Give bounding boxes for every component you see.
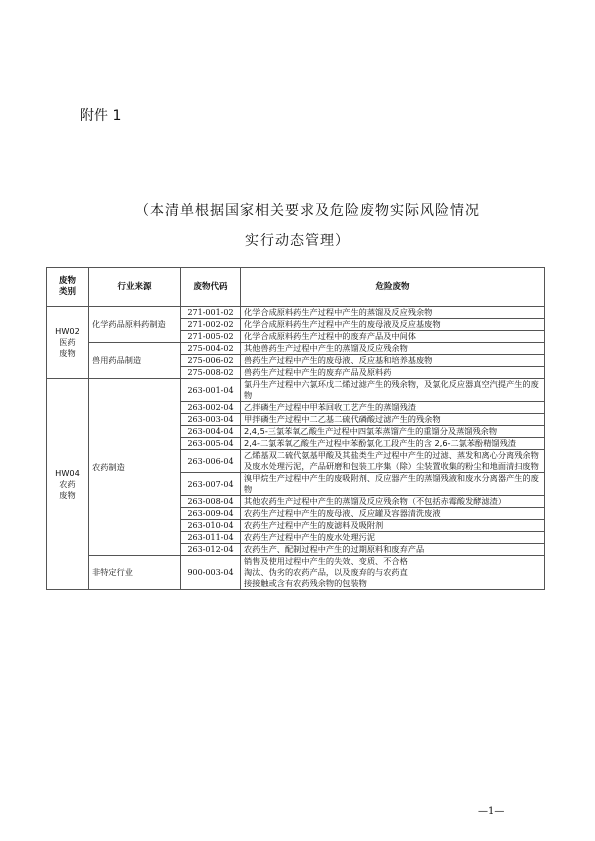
waste-code-cell: 263-010-04 (181, 520, 241, 532)
waste-code-cell: 900-003-04 (181, 556, 241, 590)
waste-code-cell: 271-001-02 (181, 307, 241, 319)
waste-description-cell: 2,4-二氯苯氧乙酸生产过程中苯酚氯化工段产生的含 2,6-二氯苯酚精馏残渣 (241, 438, 545, 450)
waste-code-cell: 275-004-02 (181, 343, 241, 355)
table-body (47, 307, 545, 590)
waste-category-cell: HW02 医药 废物 (47, 307, 89, 379)
waste-description-cell: 农药生产过程中产生的废母液、反应罐及容器清洗废液 (241, 508, 545, 520)
table-header-row (47, 268, 545, 307)
waste-code-cell: 263-007-04 (181, 473, 241, 496)
waste-description-cell: 溴甲烷生产过程中产生的废吸附剂、反应器产生的蒸馏残液和废水分离器产生的废物 (241, 473, 545, 496)
attachment-heading: 附件 1 (80, 108, 122, 124)
waste-code-cell: 263-011-04 (181, 532, 241, 544)
waste-code-cell: 275-006-02 (181, 355, 241, 367)
waste-description-cell: 其他兽药生产过程中产生的蒸馏及反应残余物 (241, 343, 545, 355)
waste-code-cell: 275-008-02 (181, 367, 241, 379)
table-row (47, 307, 545, 319)
waste-code-cell: 263-002-04 (181, 402, 241, 414)
waste-description-cell: 销售及使用过程中产生的失效、变质、不合格 淘汰、伪劣的农药产品，以及废弃的与农药直 接接触或含有农药残余物的包装物 (241, 556, 545, 590)
waste-code-cell: 263-012-04 (181, 544, 241, 556)
header-description: 危险废物 (241, 268, 545, 307)
note-line-2: 实行动态管理） (245, 233, 350, 249)
note-line-1: （本清单根据国家相关要求及危险废物实际风险情况 (135, 203, 480, 219)
page-number: —1— (478, 806, 505, 817)
waste-category-cell: HW04 农药 废物 (47, 379, 89, 590)
waste-code-cell: 271-002-02 (181, 319, 241, 331)
waste-code-cell: 263-003-04 (181, 414, 241, 426)
waste-description-cell: 农药生产过程中产生的废水处理污泥 (241, 532, 545, 544)
industry-source-cell: 农药制造 (89, 379, 181, 556)
table-row (47, 343, 545, 355)
industry-source-cell: 兽用药品制造 (89, 343, 181, 379)
waste-code-cell: 263-005-04 (181, 438, 241, 450)
waste-description-cell: 乙拌磷生产过程中甲苯回收工艺产生的蒸馏残渣 (241, 402, 545, 414)
waste-description-cell: 甲拌磷生产过程中二乙基二硫代磷酸过滤产生的残余物 (241, 414, 545, 426)
header-category: 废物 类别 (47, 268, 89, 307)
table-row (47, 556, 545, 590)
waste-description-cell: 化学合成原料药生产过程中的废弃产品及中间体 (241, 331, 545, 343)
waste-description-cell: 2,4,5-三氯苯氧乙酸生产过程中四氯苯蒸馏产生的重馏分及蒸馏残余物 (241, 426, 545, 438)
waste-description-cell: 其他农药生产过程中产生的蒸馏及反应残余物（不包括赤霉酸发酵滤渣） (241, 496, 545, 508)
table-row (47, 379, 545, 402)
waste-description-cell: 化学合成原料药生产过程中产生的废母液及反应基废物 (241, 319, 545, 331)
waste-description-cell: 兽药生产过程中产生的废弃产品及原料药 (241, 367, 545, 379)
waste-description-cell: 农药生产过程中产生的废滤料及吸附剂 (241, 520, 545, 532)
industry-source-cell: 化学药品原料药制造 (89, 307, 181, 343)
waste-code-cell: 271-005-02 (181, 331, 241, 343)
waste-description-cell: 农药生产、配制过程中产生的过期原料和废弃产品 (241, 544, 545, 556)
industry-source-cell: 非特定行业 (89, 556, 181, 590)
waste-description-cell: 氯丹生产过程中六氯环戊二烯过滤产生的残余物，及氯化反应器真空汽提产生的废物 (241, 379, 545, 402)
waste-description-cell: 兽药生产过程中产生的废母液、反应基和培养基废物 (241, 355, 545, 367)
waste-code-cell: 263-008-04 (181, 496, 241, 508)
waste-description-cell: 化学合成原料药生产过程中产生的蒸馏及反应残余物 (241, 307, 545, 319)
waste-code-cell: 263-004-04 (181, 426, 241, 438)
waste-description-cell: 乙烯基双二硫代氨基甲酸及其盐类生产过程中产生的过滤、蒸发和离心分离残余物及废水处理污泥，产品研磨和包装工序集（除）尘装置收集的粉尘和地面清扫废物 (241, 450, 545, 473)
waste-code-cell: 263-009-04 (181, 508, 241, 520)
header-code: 废物代码 (181, 268, 241, 307)
header-industry: 行业来源 (89, 268, 181, 307)
waste-code-cell: 263-006-04 (181, 450, 241, 473)
waste-code-cell: 263-001-04 (181, 379, 241, 402)
hazardous-waste-table (46, 267, 545, 590)
